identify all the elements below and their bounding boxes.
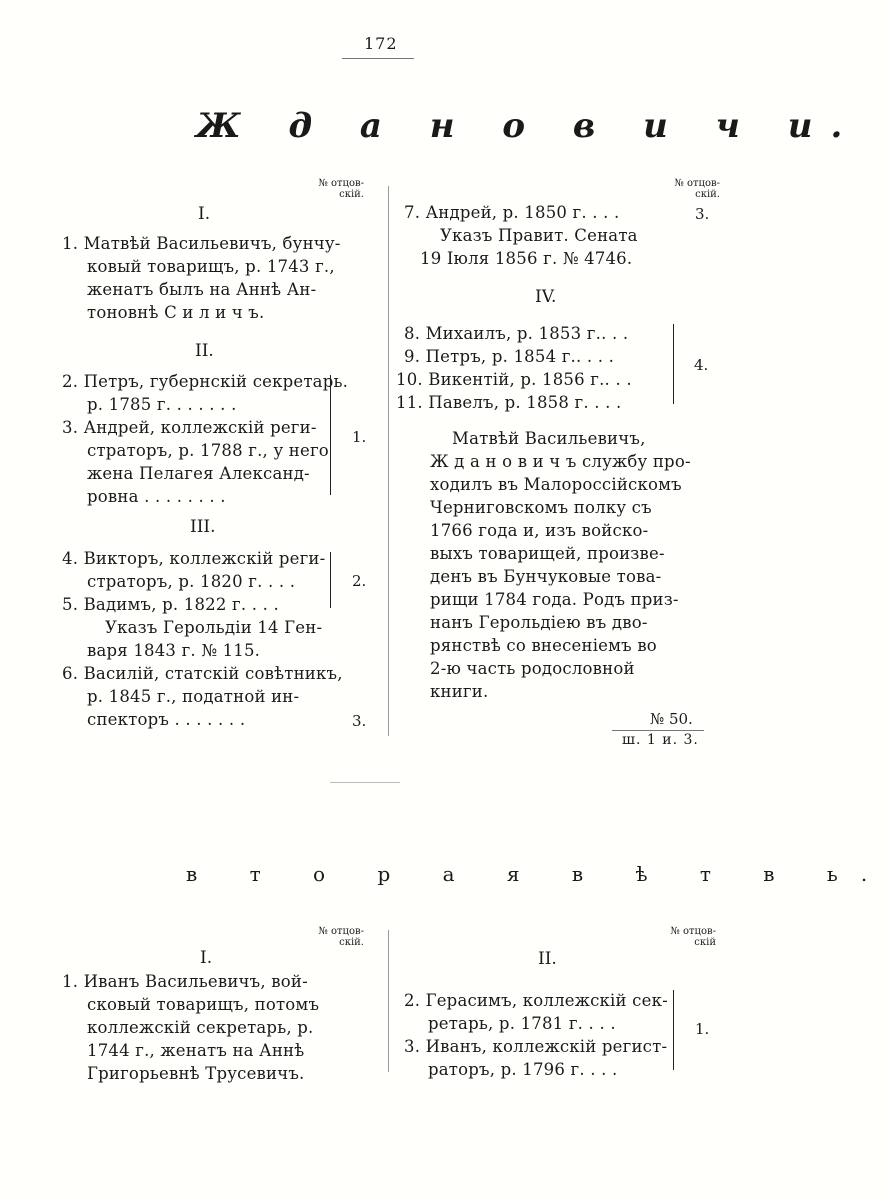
branch2-entry-1-line-1: 1. Иванъ Васильевичъ, вой-: [62, 972, 308, 991]
entry-3-line-1: 3. Андрей, коллежскій реги-: [62, 418, 317, 437]
entry-1-line-2: ковый товарищъ, р. 1743 г.,: [87, 257, 335, 276]
entry-6-line-1: 6. Василій, статскій совѣтникъ,: [62, 664, 343, 683]
branch2-entry-1-line-2: сковый товарищъ, потомъ: [87, 995, 320, 1014]
brace-generation-2: [327, 375, 331, 495]
branch-title: в т о р а я в ѣ т в ь.: [186, 862, 890, 886]
father-ref-gen-2: 1.: [352, 428, 367, 446]
branch2-entry-3-line-1: 3. Иванъ, коллежскій регист-: [404, 1037, 668, 1056]
note-line-3: ходилъ въ Малороссійскомъ: [430, 475, 682, 494]
entry-4-line-2: страторъ, р. 1820 г. . . .: [87, 572, 296, 591]
entry-3-line-3: жена Пелагея Александ-: [87, 464, 310, 483]
entry-7: 7. Андрей, р. 1850 г. . . .: [404, 203, 620, 222]
entry-1-line-1: 1. Матвѣй Васильевичъ, бунчу-: [62, 234, 341, 253]
shelf-reference: ш. 1 и. 3.: [622, 732, 699, 748]
note-line-1: Матвѣй Васильевичъ,: [452, 429, 646, 448]
entry-5-ukaz-line-1: Указъ Герольдіи 14 Ген-: [105, 618, 323, 637]
entry-3-line-2: страторъ, р. 1788 г., у него: [87, 441, 329, 460]
note-line-2: Ж д а н о в и ч ъ службу про-: [430, 452, 691, 471]
family-title: Ж д а н о в и ч и.: [196, 106, 861, 146]
entry-4-line-1: 4. Викторъ, коллежскій реги-: [62, 549, 326, 568]
entry-1-line-3: женатъ былъ на Аннѣ Ан-: [87, 280, 317, 299]
father-ref-branch2-gen-2: 1.: [695, 1020, 710, 1038]
note-line-12: книги.: [430, 682, 489, 701]
branch2-entry-2-line-1: 2. Герасимъ, коллежскій сек-: [404, 991, 668, 1010]
father-ref-entry-6: 3.: [352, 712, 367, 730]
branch2-entry-2-line-2: ретарь, р. 1781 г. . . .: [428, 1014, 616, 1033]
father-ref-gen-3: 2.: [352, 572, 367, 590]
brace-branch2-generation-2: [670, 990, 674, 1070]
entry-3-line-4: ровна . . . . . . . .: [87, 487, 226, 506]
branch2-entry-1-line-3: коллежскій секретарь, р.: [87, 1018, 314, 1037]
entry-10: 10. Викентій, р. 1856 г.. . .: [396, 370, 632, 389]
column-divider-upper: [388, 186, 389, 736]
note-line-6: выхъ товарищей, произве-: [430, 544, 665, 563]
note-line-11: 2-ю часть родословной: [430, 659, 635, 678]
entry-11: 11. Павелъ, р. 1858 г. . . .: [396, 393, 622, 412]
father-ref-entry-7: 3.: [695, 205, 710, 223]
entry-6-line-2: р. 1845 г., податной ин-: [87, 687, 300, 706]
entry-9: 9. Петръ, р. 1854 г.. . . .: [404, 347, 615, 366]
note-line-4: Черниговскомъ полку съ: [430, 498, 652, 517]
column-header-left: № отцов- скій.: [318, 178, 364, 200]
entry-2-line-1: 2. Петръ, губернскій секретарь.: [62, 372, 349, 391]
note-line-5: 1766 года и, изъ войско-: [430, 521, 649, 540]
entry-2-line-2: р. 1785 г. . . . . . .: [87, 395, 237, 414]
entry-8: 8. Михаилъ, р. 1853 г.. . .: [404, 324, 629, 343]
branch2-entry-1-line-5: Григорьевнѣ Трусевичъ.: [87, 1064, 305, 1083]
note-line-8: рищи 1784 года. Родъ приз-: [430, 590, 679, 609]
generation-heading-2: II.: [195, 341, 214, 361]
branch2-generation-heading-2: II.: [538, 949, 557, 969]
branch2-entry-1-line-4: 1744 г., женатъ на Аннѣ: [87, 1041, 305, 1060]
page-number-underline: [342, 58, 414, 59]
entry-6-line-3: спекторъ . . . . . . .: [87, 710, 246, 729]
entry-5-ukaz-line-2: варя 1843 г. № 115.: [87, 641, 261, 660]
note-line-9: нанъ Герольдіею въ дво-: [430, 613, 648, 632]
column-header-right: № отцов- скій.: [674, 178, 720, 200]
brace-generation-3: [327, 552, 331, 608]
note-line-7: денъ въ Бунчуковые това-: [430, 567, 662, 586]
entry-5-line-1: 5. Вадимъ, р. 1822 г. . . .: [62, 595, 279, 614]
generation-heading-4: IV.: [535, 287, 557, 307]
column-header-right-lower: № отцов- скій: [670, 926, 716, 948]
record-number-rule: [612, 730, 704, 731]
branch2-generation-heading-1: I.: [200, 948, 213, 968]
father-ref-gen-4: 4.: [694, 356, 709, 374]
entry-7-ukaz-line-1: Указъ Правит. Сената: [440, 226, 638, 245]
generation-heading-3: III.: [190, 517, 216, 537]
brace-generation-4: [670, 324, 674, 404]
column-header-left-lower: № отцов- скій.: [318, 926, 364, 948]
record-number: № 50.: [650, 710, 693, 728]
entry-7-ukaz-line-2: 19 Іюля 1856 г. № 4746.: [420, 249, 633, 268]
section-separator: [330, 782, 400, 783]
page-number: 172: [364, 34, 398, 53]
branch2-entry-3-line-2: раторъ, р. 1796 г. . . .: [428, 1060, 618, 1079]
entry-1-line-4: тоновнѣ С и л и ч ъ.: [87, 303, 265, 322]
note-line-10: рянствѣ со внесеніемъ во: [430, 636, 657, 655]
column-divider-lower: [388, 930, 389, 1072]
generation-heading-1: I.: [198, 204, 211, 224]
